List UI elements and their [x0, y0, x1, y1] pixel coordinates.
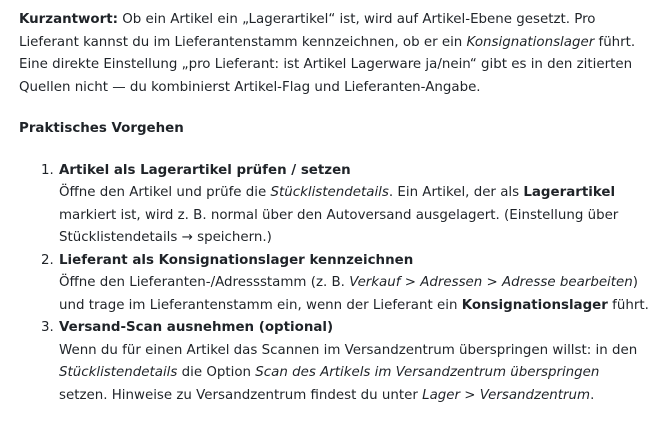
list-item-1 — [19, 160, 651, 250]
step-body — [59, 272, 651, 317]
step-text: Wenn du für einen Artikel das Scannen im Versandzentrum überspringen willst: in den — [59, 342, 638, 358]
step-text: ) und trage im Lieferantenstamm ein, wenn der Lieferant ein — [59, 275, 638, 313]
step-title: Lieferant als Konsignationslager kennzeichnen — [59, 252, 414, 268]
step-emphasis: Stücklistendetails — [270, 185, 389, 200]
intro-paragraph — [19, 9, 651, 99]
list-item-2 — [19, 250, 651, 318]
step-title: Artikel als Lagerartikel prüfen / setzen — [59, 162, 351, 178]
step-emphasis: Verkauf > Adressen > Adresse bearbeiten — [349, 275, 633, 290]
step-text: . Ein Artikel, der als — [388, 185, 524, 200]
step-strong: Lagerartikel — [523, 185, 616, 200]
step-text: die Option — [177, 365, 256, 380]
section-heading: Praktisches Vorgehen — [19, 121, 184, 136]
intro-text-1: Ob ein Artikel ein „Lagerartikel“ ist, wird auf Artikel-Ebene gesetzt. Pro Lieferant kannst du im Lieferantenstamm kennzeichnen, ob er ein — [19, 12, 596, 50]
step-emphasis: Scan des Artikels im Versandzentrum überspringen — [255, 365, 600, 380]
list-number: 1. — [41, 162, 54, 178]
intro-lead: Kurzantwort: — [19, 12, 118, 27]
list-item-3 — [19, 317, 651, 407]
answer-content — [19, 9, 651, 407]
step-emphasis: Stücklistendetails — [59, 365, 178, 380]
step-text: führt. — [607, 297, 649, 313]
step-text: Öffne den Lieferanten-/Adressstamm (z. B. — [59, 275, 350, 290]
list-number: 2. — [41, 252, 54, 268]
step-title: Versand-Scan ausnehmen (optional) — [59, 320, 334, 335]
intro-text-2: führt. Eine direkte Einstellung „pro Lieferant: ist Artikel Lagerware ja/nein“ gibt es in den zitierten Quellen nicht — du kombinierst Artikel-Flag und Lieferanten-Angabe. — [19, 34, 636, 95]
step-strong: Konsignationslager — [461, 297, 608, 313]
step-text: Öffne den Artikel und prüfe die — [59, 185, 271, 200]
list-number: 3. — [41, 320, 54, 335]
step-body — [59, 182, 651, 250]
step-text: . — [590, 387, 595, 403]
step-text: setzen. Hinweise zu Versandzentrum findest du unter — [59, 387, 423, 403]
steps-list — [19, 160, 651, 408]
step-text: markiert ist, wird z. B. normal über den Autoversand ausgelagert. (Einstellung über Stücklistendetails → speichern.) — [59, 207, 619, 245]
step-body — [59, 340, 651, 408]
intro-emphasis: Konsignationslager — [466, 34, 595, 50]
step-emphasis: Lager > Versandzentrum — [422, 387, 591, 403]
